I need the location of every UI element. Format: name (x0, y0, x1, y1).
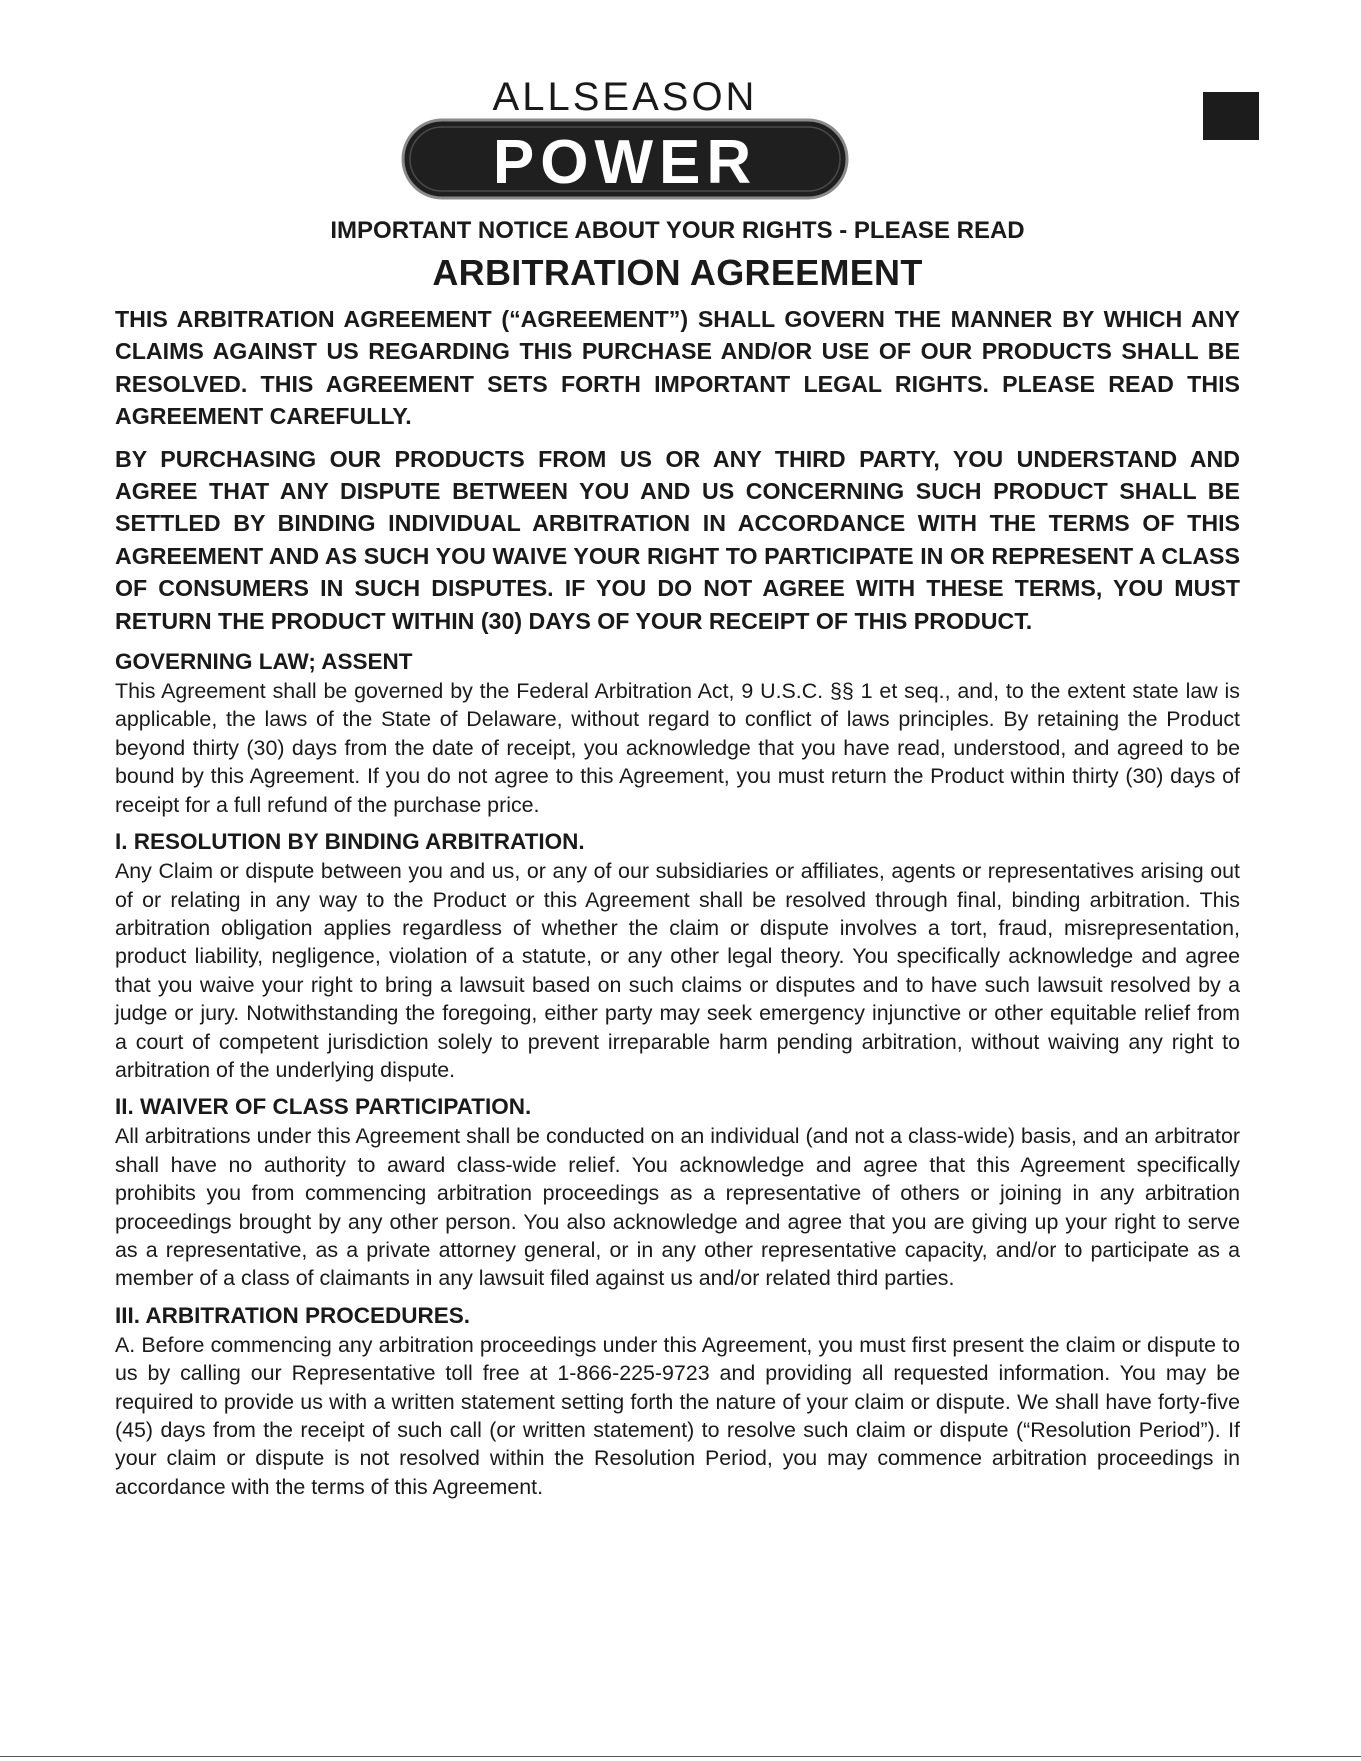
page-bottom-rule (0, 1756, 1361, 1757)
document-body (115, 215, 1240, 1509)
section-heading-class-waiver: II. WAIVER OF CLASS PARTICIPATION. (115, 1094, 532, 1120)
section-heading-governing-law: GOVERNING LAW; ASSENT (115, 649, 413, 675)
intro-paragraph: BY PURCHASING OUR PRODUCTS FROM US OR ANY THIRD PARTY, YOU UNDERSTAND AND AGREE THAT ANY DISPUTE BETWEEN YOU AND US CONCERNING SUCH PRODUCT SHALL BE SETTLED BY BINDING INDIVIDUAL ARBITRATION IN ACCORDANCE WITH THE TERMS OF THIS AGREEMENT AND AS SUCH YOU WAIVE YOUR RIGHT TO PARTICIPATE IN OR REPRESENT A CLASS OF CONSUMERS IN SUCH DISPUTES. IF YOU DO NOT AGREE WITH THESE TERMS, YOU MUST RETURN THE PRODUCT WITHIN (30) DAYS OF YOUR RECEIPT OF THIS PRODUCT. (115, 445, 1240, 634)
page-title: ARBITRATION AGREEMENT (432, 252, 923, 293)
intro-paragraph: THIS ARBITRATION AGREEMENT (“AGREEMENT”) SHALL GOVERN THE MANNER BY WHICH ANY CLAIMS AGAINST US REGARDING THIS PURCHASE AND/OR USE OF OUR PRODUCTS SHALL BE RESOLVED. THIS AGREEMENT SETS FORTH IMPORTANT LEGAL RIGHTS. PLEASE READ THIS AGREEMENT CAREFULLY. (115, 306, 1240, 430)
section-heading-arbitration-procedures: III. ARBITRATION PROCEDURES. (115, 1302, 471, 1328)
section-body-governing-law: This Agreement shall be governed by the Federal Arbitration Act, 9 U.S.C. §§ 1 et seq., and, to the extent state law is applicable, the laws of the State of Delaware, without regard to conflict of laws principles. By retaining the Product beyond thirty (30) days from the date of receipt, you acknowledge that you have read, understood, and agreed to be bound by this Agreement. If you do not agree to this Agreement, you must return the Product within thirty (30) days of receipt for a full refund of the purchase price. (115, 679, 1240, 817)
section-body-binding-arbitration: Any Claim or dispute between you and us, or any of our subsidiaries or affiliates, agents or representatives arising out of or relating in any way to the Product or this Agreement shall be resolved through final, binding arbitration. This arbitration obligation applies regardless of whether the claim or dispute involves a tort, fraud, misrepresentation, product liability, negligence, violation of a statute, or any other legal theory. You specifically acknowledge and agree that you waive your right to bring a lawsuit based on such claims or disputes and to have such lawsuit resolved by a judge or jury. Notwithstanding the foregoing, either party may seek emergency injunctive or other equitable relief from a court of competent jurisdiction solely to prevent irreparable harm pending arbitration, without waiving any right to arbitration of the underlying dispute. (115, 859, 1240, 1082)
logo-top-text: ALLSEASON (492, 75, 758, 119)
section-body-arbitration-procedures: A. Before commencing any arbitration proceedings under this Agreement, you must first present the claim or dispute to us by calling our Representative toll free at 1-866-225-9723 and providing all requested information. You may be required to provide us with a written statement setting forth the nature of your claim or dispute. We shall have forty-five (45) days from the receipt of such call (or written statement) to resolve such claim or dispute (“Resolution Period”). If your claim or dispute is not resolved within the Resolution Period, you may commence arbitration proceedings in accordance with the terms of this Agreement. (115, 1332, 1240, 1499)
logo-graphic (400, 72, 850, 202)
allseason-power-logo (400, 72, 850, 202)
section-heading-binding-arbitration: I. RESOLUTION BY BINDING ARBITRATION. (115, 829, 585, 855)
corner-marker (1203, 92, 1259, 140)
important-notice: IMPORTANT NOTICE ABOUT YOUR RIGHTS - PLEASE READ (330, 217, 1025, 244)
logo-main-text: POWER (492, 128, 758, 197)
section-body-class-waiver: All arbitrations under this Agreement shall be conducted on an individual (and not a class-wide) basis, and an arbitrator shall have no authority to award class-wide relief. You acknowledge and agree that this Agreement specifically prohibits you from commencing arbitration proceedings as a representative of others or joining in any arbitration proceedings brought by any other person. You also acknowledge and agree that you are giving up your right to serve as a representative, as a private attorney general, or in any other representative capacity, and/or to participate as a member of a class of claimants in any lawsuit filed against us and/or related third parties. (115, 1124, 1240, 1291)
